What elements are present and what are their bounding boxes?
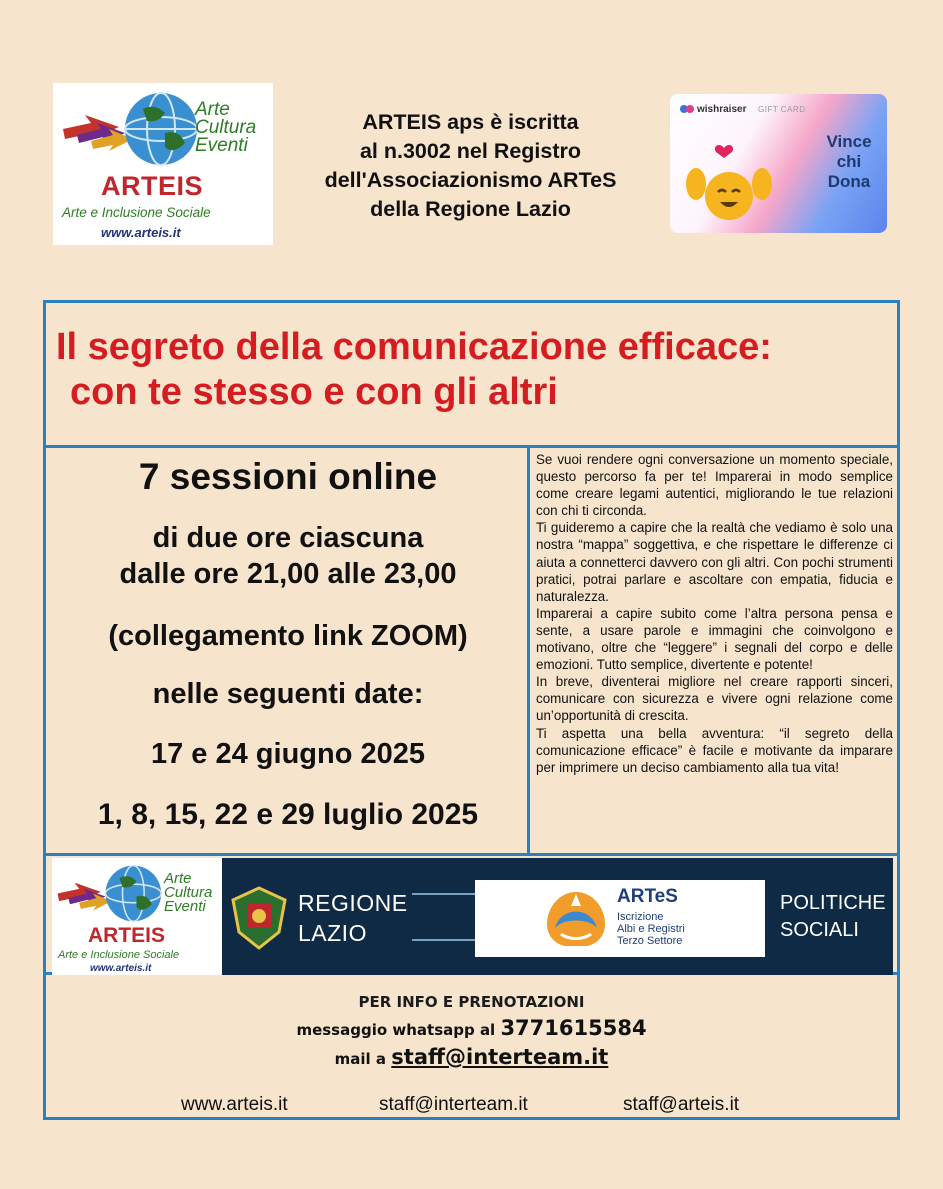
gift-card-brand: wishraiser [697, 104, 747, 115]
mail-line: mail a staff@interteam.it [334, 1045, 609, 1069]
interteam-email-link[interactable]: staff@interteam.it [379, 1094, 528, 1115]
globe-icon [61, 89, 211, 173]
title-box [46, 303, 897, 448]
arteis-logo [53, 83, 273, 245]
dates-july: 1, 8, 15, 22 e 29 luglio 2025 [97, 798, 479, 831]
region-banner [222, 858, 893, 975]
logo-url: www.arteis.it [101, 225, 181, 240]
sessions-count: 7 sessioni online [138, 456, 438, 497]
region-name: REGIONE LAZIO [298, 890, 408, 946]
contact-heading: PER INFO E PRENOTAZIONI [358, 993, 585, 1011]
registration-notice: ARTEIS aps è iscritta al n.3002 nel Registro dell'Associazionismo ARTeS della Regione Lazio [324, 110, 617, 221]
arteis-banner-logo [52, 858, 222, 975]
description-paragraph: Ti guideremo a capire che la realtà che vediamo è solo una nostra “mappa” soggettiva, e che rispettare le differenze ci aiuta a connetterci davvero con gli altri. Con pochi strumenti pratici, potrai parlare e ascoltare con empatia, fiducia e naturalezza. [536, 520, 893, 604]
arteis-email-link[interactable]: staff@arteis.it [623, 1094, 740, 1115]
phone-number[interactable]: 3771615584 [500, 1016, 647, 1040]
description-paragraph: Imparerai a capire subito come l’altra persona pensa e sente, a usare parole e immagini che coinvolgono e motivano, oltre che “leggere” i segnali del corpo e delle emozioni. Tutto semplice, divertente e potente! [536, 605, 893, 673]
banner-logo-tagline: Arte Cultura Eventi [164, 870, 213, 915]
banner-logo-subtitle: Arte e Inclusione Sociale [58, 949, 180, 961]
email-link[interactable]: staff@interteam.it [391, 1045, 609, 1069]
logo-tagline: Arte Cultura Eventi [195, 99, 257, 156]
artes-subtitle: Iscrizione Albi e Registri Terzo Settore [617, 911, 685, 947]
globe-icon [56, 862, 172, 928]
description-paragraph: Se vuoi rendere ogni conversazione un momento speciale, questo percorso fa per te! Imparerai in modo semplice come creare legami autentici, migliorando le tue relazioni con chi ti circonda. [536, 452, 893, 519]
logo-subtitle: Arte e Inclusione Sociale [62, 205, 211, 220]
banner-logo-name: ARTEIS [88, 924, 166, 947]
gift-card-label: GIFT CARD [758, 105, 806, 114]
gift-card-slogan: Vince chi Dona [826, 132, 872, 191]
banner-logo-url: www.arteis.it [90, 963, 152, 974]
social-policies-label: POLITICHE SOCIALI [780, 892, 886, 941]
dates-june: 17 e 24 giugno 2025 [150, 738, 425, 770]
artes-box [475, 880, 765, 957]
wishraiser-logo-icon [680, 103, 694, 115]
main-panel [43, 300, 900, 1120]
schedule-column [46, 448, 530, 853]
smiling-face-icon [684, 144, 774, 224]
artes-title: ARTeS [617, 886, 678, 907]
description-paragraph: Ti aspetta una bella avventura: “il segreto della comunicazione efficace” è facile e motivante da imparare per imprimere un deciso cambiamento alla tua vita! [536, 725, 893, 775]
course-description [536, 451, 893, 851]
gift-card [670, 94, 887, 233]
artes-logo-icon [541, 888, 611, 950]
session-duration: di due ore ciascuna dalle ore 21,00 alle 23,00 [119, 522, 457, 590]
website-link[interactable]: www.arteis.it [181, 1094, 288, 1115]
connector-lines [412, 888, 482, 948]
logo-name: ARTEIS [101, 171, 204, 201]
contact-info [46, 979, 897, 1117]
description-paragraph: In breve, diventerai migliore nel creare rapporti sinceri, comunicare con sicurezza e vivere ogni relazione come un’opportunità di crescita. [536, 674, 893, 724]
course-title: Il segreto della comunicazione efficace: con te stesso e con gli altri [56, 326, 772, 413]
zoom-link-note: (collegamento link ZOOM) [108, 620, 468, 652]
whatsapp-line: messaggio whatsapp al 3771615584 [296, 1016, 647, 1040]
regione-lazio-emblem-icon [229, 886, 289, 950]
partner-banner [46, 853, 897, 975]
dates-intro: nelle seguenti date: [152, 678, 424, 710]
